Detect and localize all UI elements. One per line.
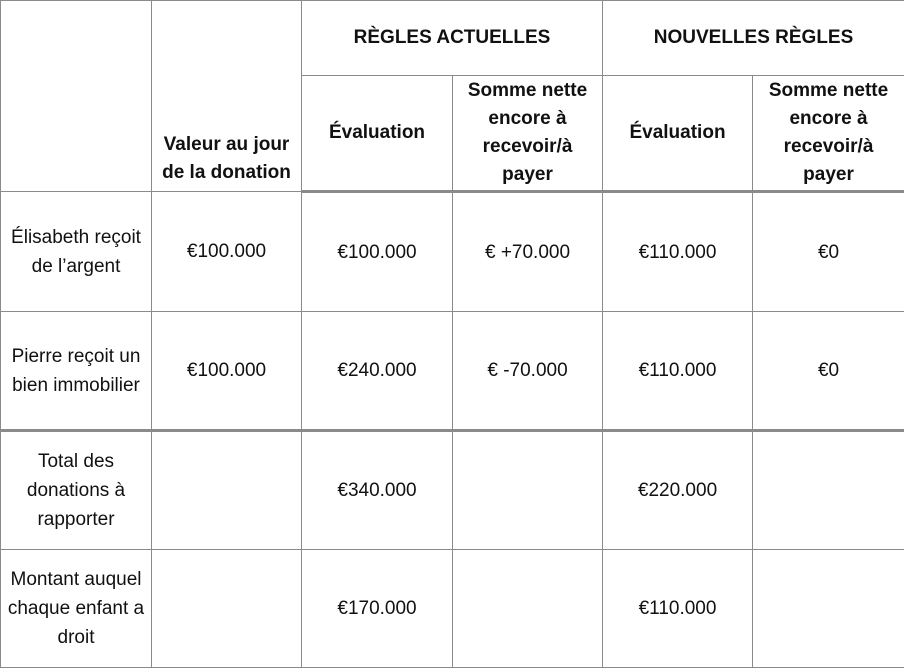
current-eval-cell: €170.000 (302, 550, 453, 668)
current-eval-cell: €340.000 (302, 431, 453, 550)
new-eval-cell: €110.000 (603, 312, 753, 431)
corner-cell (1, 1, 152, 192)
header-current-rules: RÈGLES ACTUELLES (302, 1, 603, 76)
new-net-cell: €0 (753, 312, 904, 431)
new-eval-cell: €110.000 (603, 550, 753, 668)
row-label: Total des donations à rapporter (1, 431, 152, 550)
header-value-at-donation: Valeur au jour de la donation (152, 1, 302, 192)
header-current-evaluation: Évaluation (302, 75, 453, 192)
header-new-rules: NOUVELLES RÈGLES (603, 1, 904, 76)
new-net-cell (753, 431, 904, 550)
table-row (1, 192, 904, 312)
value-cell: €100.000 (152, 192, 302, 312)
row-label: Élisabeth reçoit de l’argent (1, 192, 152, 312)
value-cell: €100.000 (152, 312, 302, 431)
row-label: Montant auquel chaque enfant a droit (1, 550, 152, 668)
table-row (1, 550, 904, 668)
current-eval-cell: €240.000 (302, 312, 453, 431)
current-net-cell (453, 550, 603, 668)
current-net-cell: € -70.000 (453, 312, 603, 431)
current-eval-cell: €100.000 (302, 192, 453, 312)
header-current-net-amount: Somme nette encore à recevoir/à payer (453, 75, 603, 192)
value-cell (152, 431, 302, 550)
header-new-evaluation: Évaluation (603, 75, 753, 192)
table-row (1, 312, 904, 431)
new-net-cell (753, 550, 904, 668)
new-eval-cell: €110.000 (603, 192, 753, 312)
table-row (1, 431, 904, 550)
value-cell (152, 550, 302, 668)
current-net-cell (453, 431, 603, 550)
new-eval-cell: €220.000 (603, 431, 753, 550)
row-label: Pierre reçoit un bien immobilier (1, 312, 152, 431)
header-new-net-amount: Somme nette encore à recevoir/à payer (753, 75, 904, 192)
new-net-cell: €0 (753, 192, 904, 312)
header-row-groups (1, 1, 904, 76)
current-net-cell: € +70.000 (453, 192, 603, 312)
